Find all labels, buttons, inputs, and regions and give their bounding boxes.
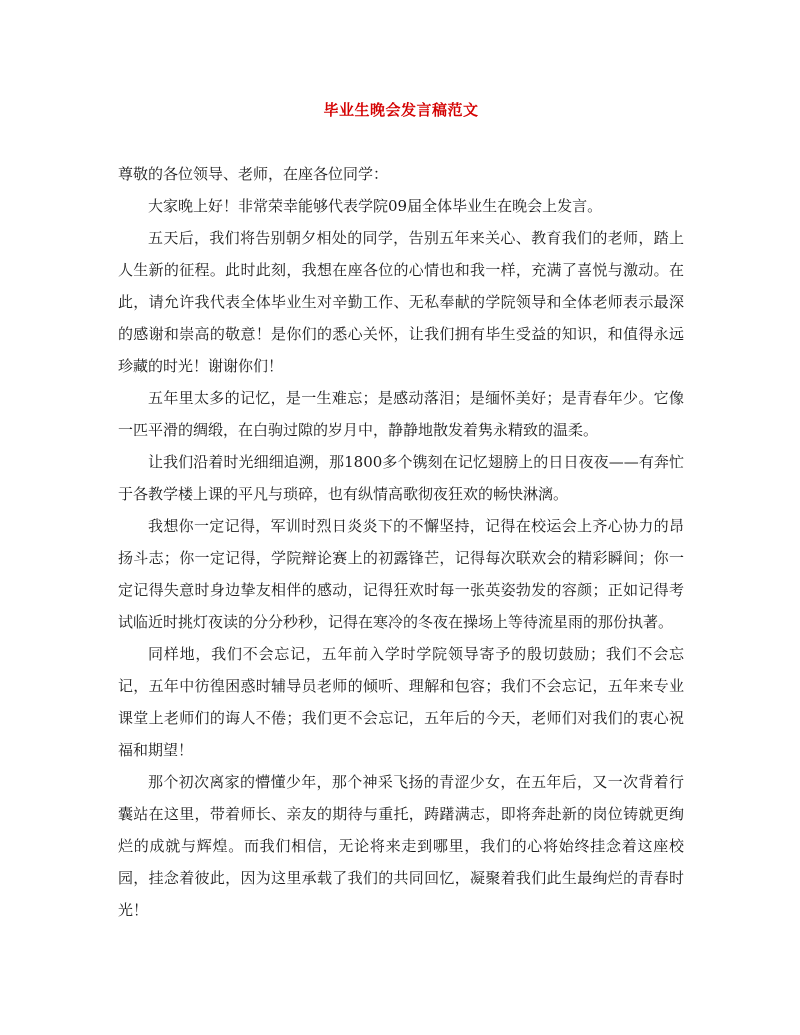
paragraph-not-forget: 同样地，我们不会忘记，五年前入学时学院领导寄予的殷切鼓励；我们不会忘记，五年中彷徨困惑时辅导员老师的倾听、理解和包容；我们不会忘记，五年来专业课堂上老师们的诲人不倦；我们更不会忘记，五年后的今天，老师们对我们的衷心祝福和期望！ <box>118 645 684 759</box>
paragraph-farewell: 五天后，我们将告别朝夕相处的同学，告别五年来关心、教育我们的老师，踏上人生新的征程。此时此刻，我想在座各位的心情也和我一样，充满了喜悦与激动。在此，请允许我代表全体毕业生对辛勤工作、无私奉献的学院领导和全体老师表示最深的感谢和崇高的敬意！是你们的悉心关怀，让我们拥有毕生受益的知识，和值得永远珍藏的时光！谢谢你们！ <box>118 229 684 375</box>
paragraph-remember: 我想你一定记得，军训时烈日炎炎下的不懈坚持，记得在校运会上齐心协力的昂扬斗志；你一定记得，学院辩论赛上的初露锋芒，记得每次联欢会的精彩瞬间；你一定记得失意时身边挚友相伴的感动，记得狂欢时每一张英姿勃发的容颜；正如记得考试临近时挑灯夜读的分分秒秒，记得在寒冷的冬夜在操场上等待流星雨的那份执著。 <box>118 517 684 631</box>
page-title: 毕业生晚会发言稿范文 <box>323 101 479 119</box>
paragraph-greeting: 大家晚上好！非常荣幸能够代表学院09届全体毕业生在晚会上发言。 <box>148 197 603 215</box>
document-page <box>118 100 684 926</box>
paragraph-retrospect: 让我们沿着时光细细追溯，那1800多个镌刻在记忆翅膀上的日日夜夜——有奔忙于各教学楼上课的平凡与琐碎，也有纵情高歌彻夜狂欢的畅快淋漓。 <box>118 453 684 503</box>
paragraph-closing: 那个初次离家的懵懂少年，那个神采飞扬的青涩少女，在五年后，又一次背着行囊站在这里，带着师长、亲友的期待与重托，踌躇满志，即将奔赴新的岗位铸就更绚烂的成就与辉煌。而我们相信，无论将来走到哪里，我们的心将始终挂念着这座校园，挂念着彼此，因为这里承载了我们的共同回忆，凝聚着我们此生最绚烂的青春时光！ <box>118 773 684 919</box>
paragraph-memories: 五年里太多的记忆，是一生难忘；是感动落泪；是缅怀美好；是青春年少。它像一匹平滑的绸缎，在白驹过隙的岁月中，静静地散发着隽永精致的温柔。 <box>118 389 684 439</box>
salutation: 尊敬的各位领导、老师，在座各位同学： <box>118 165 389 183</box>
